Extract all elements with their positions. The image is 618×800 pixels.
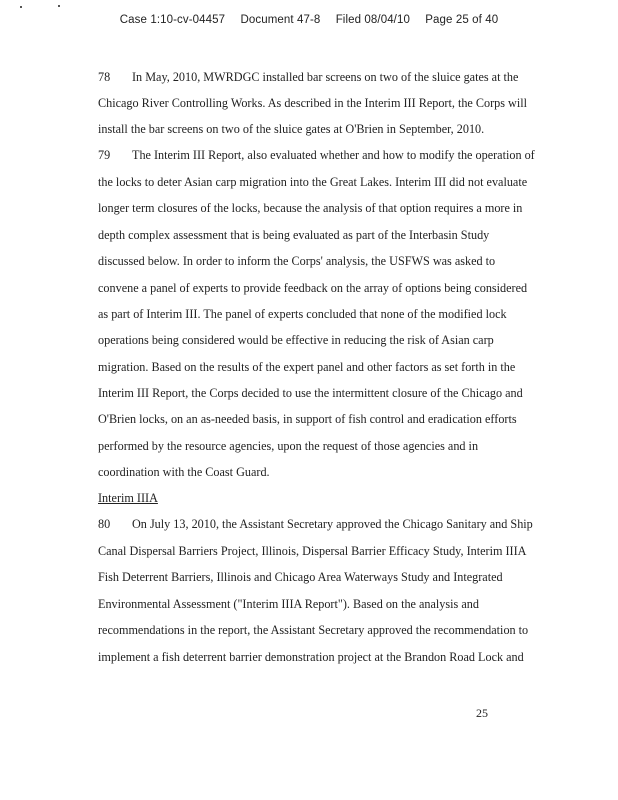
document-number: Document 47-8 — [240, 14, 321, 26]
paragraph-80-line: Environmental Assessment ("Interim IIIA Report"). Based on the analysis and — [98, 596, 479, 611]
paragraph-80-line: recommendations in the report, the Assistant Secretary approved the recommendation to — [98, 623, 529, 637]
paragraph-79-line: operations being considered would be effective in reducing the risk of Asian carp — [98, 333, 494, 347]
section-heading: Interim IIIA — [98, 491, 158, 505]
paragraph-79-line — [98, 148, 535, 163]
paragraph-79-line: Interim III Report, the Corps decided to use the intermittent closure of the Chicago and — [98, 386, 523, 400]
paragraph-79-line: as part of Interim III. The panel of experts concluded that none of the modified lock — [98, 307, 507, 321]
paragraph-78-line: Chicago River Controlling Works. As described in the Interim III Report, the Corps will — [98, 96, 528, 110]
paragraph-number: 78 — [98, 70, 111, 84]
filed-date: Filed 08/04/10 — [335, 14, 410, 26]
paragraph-80-line: Canal Dispersal Barriers Project, Illinois, Dispersal Barrier Efficacy Study, Interim IIIA — [98, 543, 527, 558]
paragraph-80-line: Fish Deterrent Barriers, Illinois and Chicago Area Waterways Study and Integrated — [98, 570, 503, 584]
paragraph-79-line: migration. Based on the results of the expert panel and other factors as set forth in the — [98, 359, 516, 374]
paragraph-80-line: implement a fish deterrent barrier demonstration project at the Brandon Road Lock and — [98, 649, 524, 664]
paragraph-78-line: install the bar screens on two of the sluice gates at O'Brien in September, 2010. — [98, 122, 485, 136]
paragraph-80-line — [98, 517, 533, 532]
paragraph-79-line: convene a panel of experts to provide feedback on the array of options being considered — [98, 280, 528, 295]
page-of: Page 25 of 40 — [425, 14, 499, 26]
paragraph-79-line: performed by the resource agencies, upon the request of those agencies and in — [98, 438, 479, 453]
paragraph-79-line: depth complex assessment that is being evaluated as part of the Interbasin Study — [98, 227, 490, 242]
line-text: The Interim III Report, also evaluated whether and how to modify the operation of — [132, 148, 535, 162]
paragraph-78-line — [98, 70, 518, 85]
scan-mark — [58, 5, 60, 7]
paragraph-79-line: longer term closures of the locks, because the analysis of that option requires a more in — [98, 201, 523, 215]
paragraph-79-line: discussed below. In order to inform the Corps' analysis, the USFWS was asked to — [98, 254, 496, 268]
paragraph-number: 80 — [98, 517, 111, 531]
paragraph-79-line: the locks to deter Asian carp migration into the Great Lakes. Interim III did not evaluate — [98, 174, 528, 189]
paragraph-79-line: coordination with the Coast Guard. — [98, 465, 270, 479]
line-text: On July 13, 2010, the Assistant Secretary approved the Chicago Sanitary and Ship — [132, 517, 533, 531]
line-text: In May, 2010, MWRDGC installed bar screens on two of the sluice gates at the — [132, 70, 519, 84]
paragraph-number: 79 — [98, 148, 111, 162]
page-number: 25 — [476, 706, 488, 720]
paragraph-79-line: O'Brien locks, on an as-needed basis, in support of fish control and eradication efforts — [98, 412, 517, 426]
case-number: Case 1:10-cv-04457 — [119, 14, 226, 26]
case-header — [0, 14, 618, 26]
scan-mark — [20, 6, 22, 8]
